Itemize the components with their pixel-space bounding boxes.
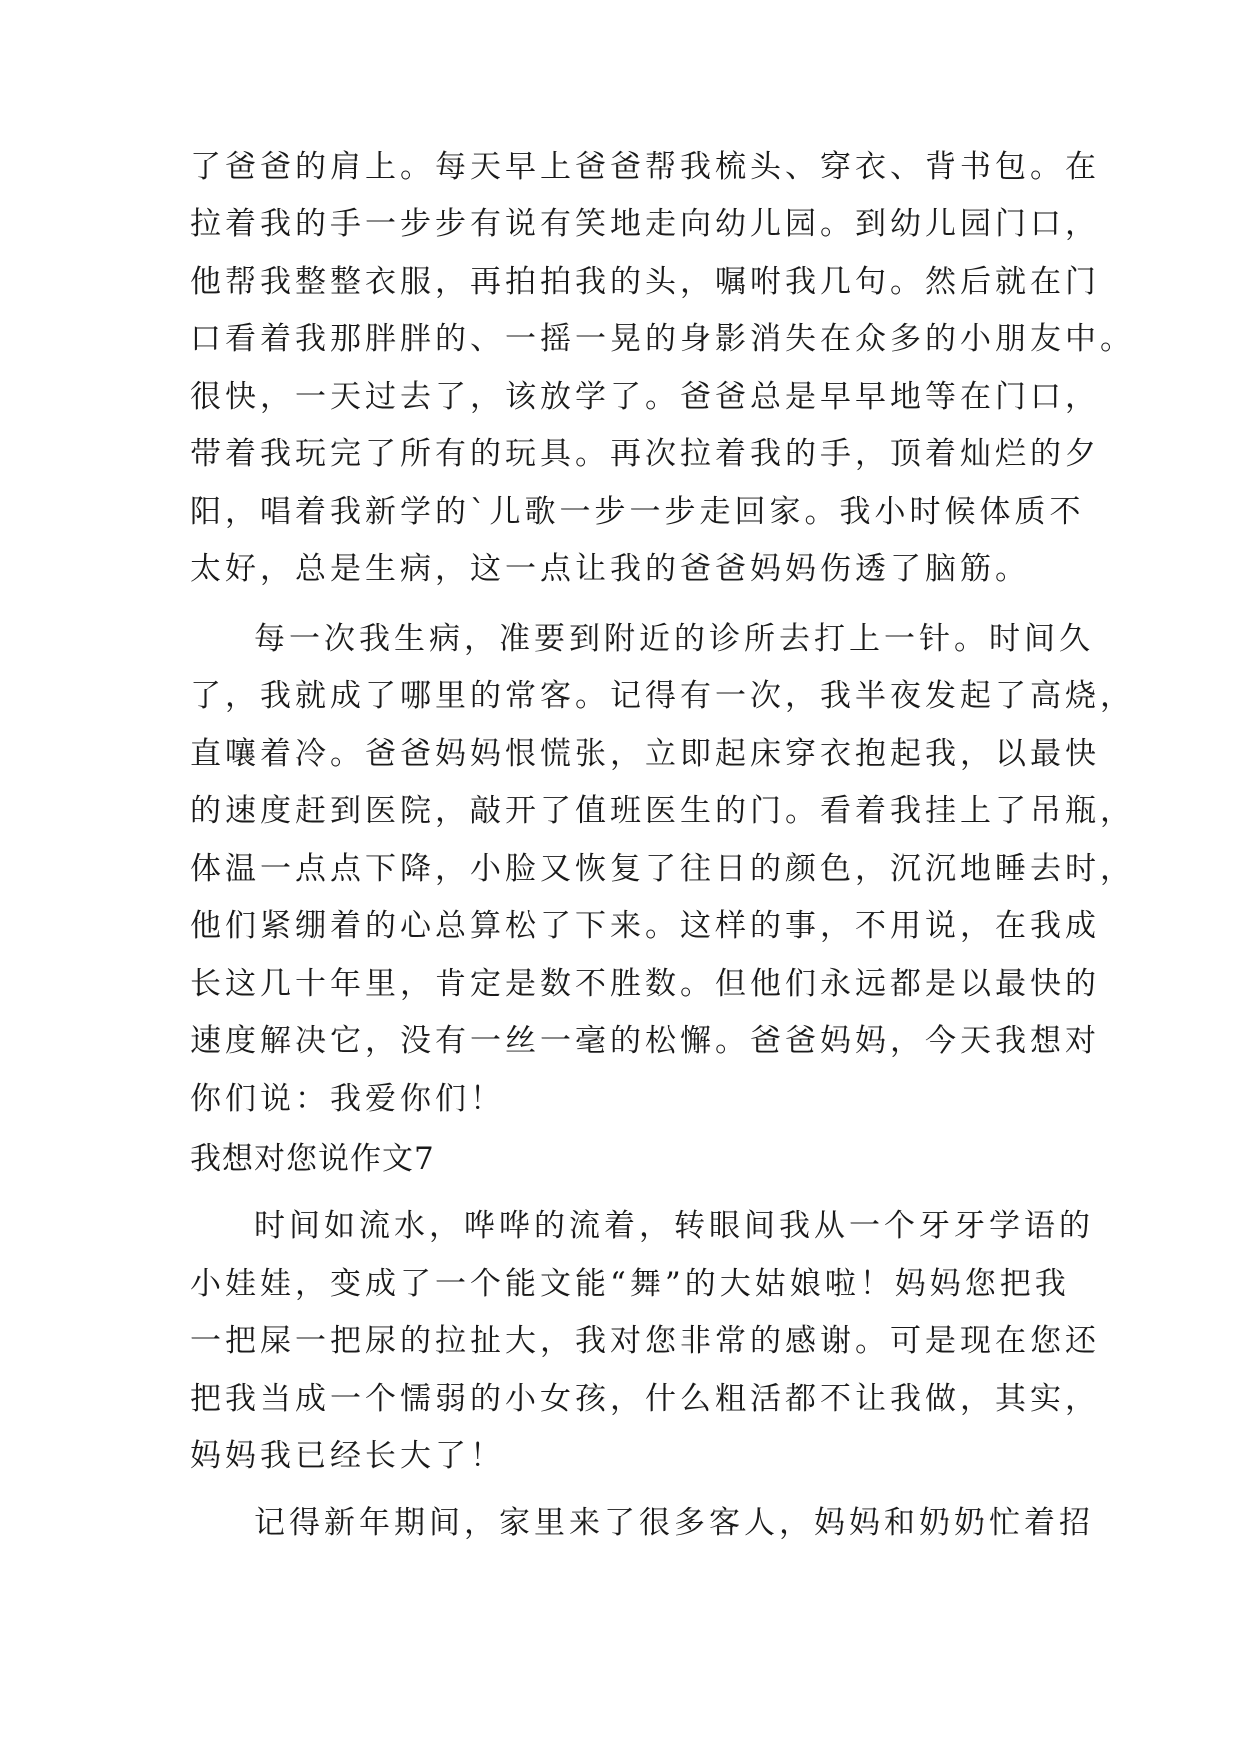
paragraph-start-line: 时间如流水，哗哗的流着，转眼间我从一个牙牙学语的 bbox=[254, 1208, 1094, 1244]
text-line: 带着我玩完了所有的玩具。再次拉着我的手，顶着灿烂的夕 bbox=[190, 436, 1100, 472]
text-line: 一把屎一把尿的拉扯大，我对您非常的感谢。可是现在您还 bbox=[190, 1323, 1100, 1359]
text-line: 拉着我的手一步步有说有笑地走向幼儿园。到幼儿园门口， bbox=[190, 206, 1100, 242]
text-line: 了爸爸的肩上。每天早上爸爸帮我梳头、穿衣、背书包。在 bbox=[190, 149, 1100, 185]
text-line: 把我当成一个懦弱的小女孩，什么粗活都不让我做，其实， bbox=[190, 1381, 1100, 1417]
text-line: 阳，唱着我新学的`儿歌一步一步走回家。我小时候体质不 bbox=[190, 494, 1085, 530]
text-line: 你们说：我爱你们！ bbox=[190, 1081, 505, 1117]
text-line: 体温一点点下降，小脸又恢复了往日的颜色，沉沉地睡去时， bbox=[190, 851, 1135, 887]
text-line: 的速度赶到医院，敲开了值班医生的门。看着我挂上了吊瓶， bbox=[190, 793, 1135, 829]
text-line: 长这几十年里，肯定是数不胜数。但他们永远都是以最快的 bbox=[190, 966, 1100, 1002]
paragraph-start-line: 记得新年期间，家里来了很多客人，妈妈和奶奶忙着招 bbox=[254, 1505, 1094, 1541]
text-line: 速度解决它，没有一丝一毫的松懈。爸爸妈妈，今天我想对 bbox=[190, 1023, 1100, 1059]
text-line: 了，我就成了哪里的常客。记得有一次，我半夜发起了高烧， bbox=[190, 678, 1135, 714]
text-line: 口看着我那胖胖的、一摇一晃的身影消失在众多的小朋友中。 bbox=[190, 321, 1135, 357]
text-line: 他帮我整整衣服，再拍拍我的头，嘱咐我几句。然后就在门 bbox=[190, 264, 1100, 300]
text-line: 直嚷着冷。爸爸妈妈恨慌张，立即起床穿衣抱起我，以最快 bbox=[190, 736, 1100, 772]
paragraph-start-line: 每一次我生病，准要到附近的诊所去打上一针。时间久 bbox=[254, 621, 1094, 657]
text-line: 太好，总是生病，这一点让我的爸爸妈妈伤透了脑筋。 bbox=[190, 551, 1030, 587]
text-line: 小娃娃，变成了一个能文能“舞”的大姑娘啦！妈妈您把我 bbox=[190, 1266, 1070, 1302]
text-line: 很快，一天过去了，该放学了。爸爸总是早早地等在门口， bbox=[190, 379, 1100, 415]
text-line: 妈妈我已经长大了！ bbox=[190, 1438, 505, 1474]
section-heading: 我想对您说作文7 bbox=[190, 1141, 435, 1177]
text-line: 他们紧绷着的心总算松了下来。这样的事，不用说，在我成 bbox=[190, 908, 1100, 944]
